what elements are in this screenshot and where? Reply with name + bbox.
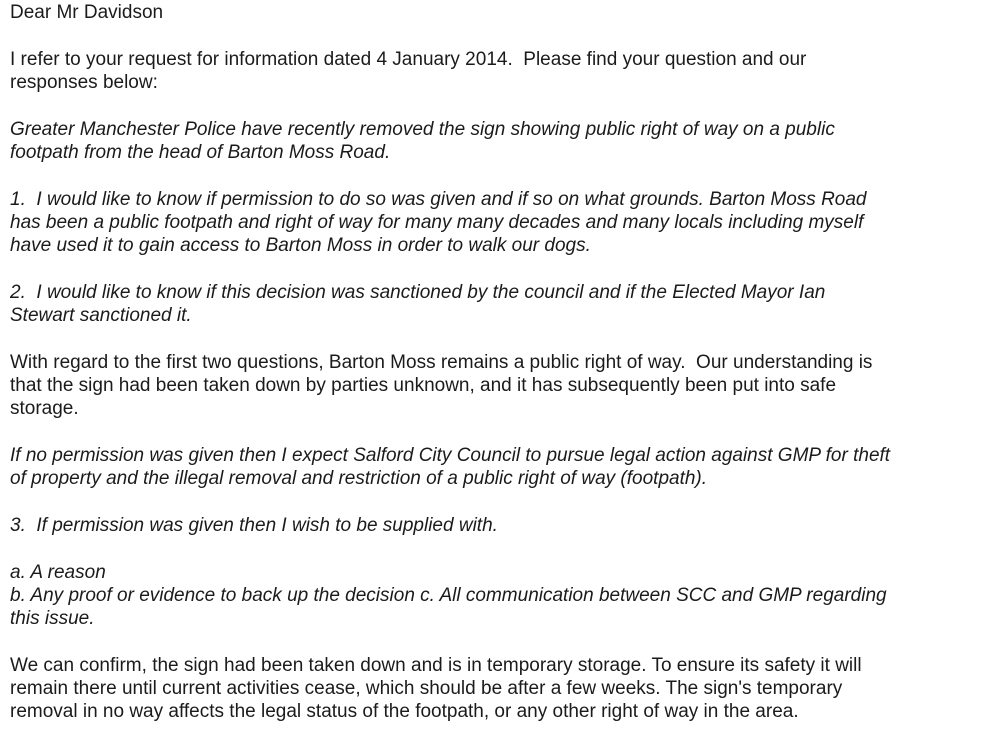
paragraph-response-2 — [10, 654, 990, 723]
text-line: responses below: — [10, 72, 158, 93]
text-line: removal in no way affects the legal status of the footpath, or any other right of way in the area. — [10, 701, 799, 722]
text-line: If no permission was given then I expect Salford City Council to pursue legal action against GMP for theft — [10, 445, 891, 466]
text-line: have used it to gain access to Barton Moss in order to walk our dogs. — [10, 235, 591, 256]
text-line: a. A reason — [10, 562, 106, 583]
text-line: b. Any proof or evidence to back up the decision c. All communication between SCC and GMP regarding — [10, 585, 887, 606]
text-line: 1. I would like to know if permission to do so was given and if so on what grounds. Barton Moss Road — [10, 189, 867, 210]
text-line: 2. I would like to know if this decision was sanctioned by the council and if the Elected Mayor Ian — [10, 282, 826, 303]
text-line: Stewart sanctioned it. — [10, 305, 192, 326]
text-line: 3. If permission was given then I wish to be supplied with. — [10, 515, 498, 536]
text-line: remain there until current activities cease, which should be after a few weeks. The sign's temporary — [10, 678, 843, 699]
paragraph-quoted-statement — [10, 444, 990, 490]
text-line: Dear Mr Davidson — [10, 2, 164, 23]
paragraph-intro — [10, 48, 990, 94]
text-line: that the sign had been taken down by parties unknown, and it has subsequently been put into safe — [10, 375, 837, 396]
text-line: storage. — [10, 398, 79, 419]
text-line: of property and the illegal removal and restriction of a public right of way (footpath). — [10, 468, 708, 489]
paragraph-quoted-question-3 — [10, 514, 990, 537]
text-line: has been a public footpath and right of way for many many decades and many locals including myself — [10, 212, 864, 233]
text-line: With regard to the first two questions, Barton Moss remains a public right of way. Our understanding is — [10, 352, 873, 373]
text-line: We can confirm, the sign had been taken down and is in temporary storage. To ensure its safety it will — [10, 655, 862, 676]
paragraph-quoted-question-1 — [10, 188, 990, 257]
paragraph-response-1 — [10, 351, 990, 420]
paragraph-quoted-request — [10, 118, 990, 164]
paragraph-quoted-question-2 — [10, 281, 990, 327]
text-line: this issue. — [10, 608, 95, 629]
paragraph-salutation — [10, 1, 990, 24]
paragraph-quoted-list — [10, 561, 990, 630]
text-line: footpath from the head of Barton Moss Road. — [10, 142, 391, 163]
text-line: I refer to your request for information dated 4 January 2014. Please find your question and our — [10, 49, 807, 70]
text-line: Greater Manchester Police have recently removed the sign showing public right of way on a public — [10, 119, 835, 140]
